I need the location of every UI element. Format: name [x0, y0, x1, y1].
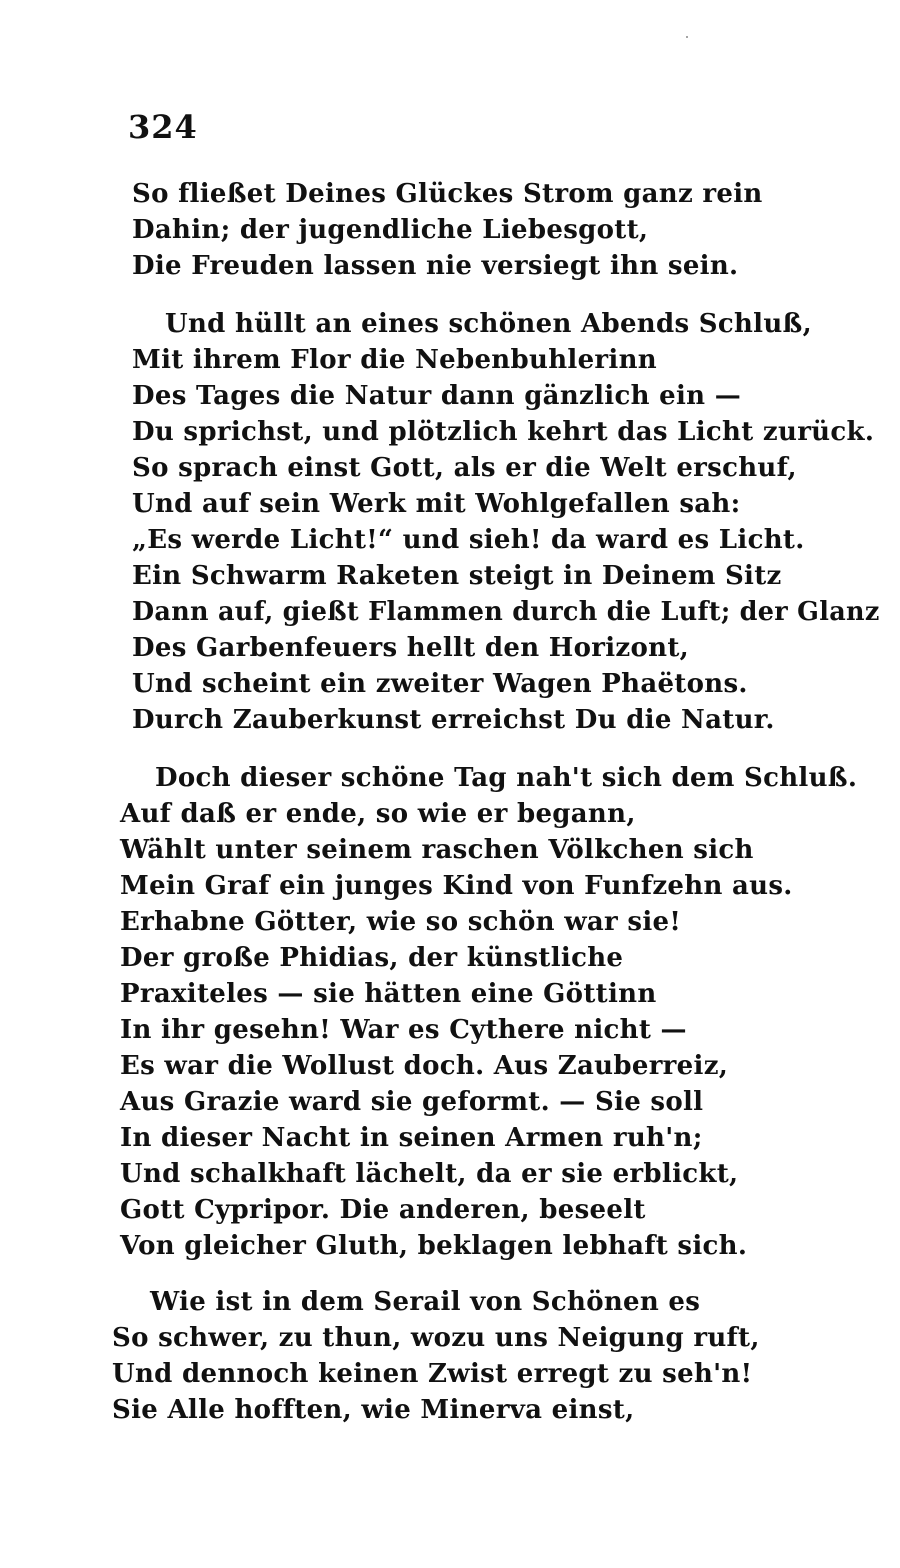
verse-line: Praxiteles — sie hätten eine Göttinn: [120, 979, 657, 1009]
verse-line: Des Tages die Natur dann gänzlich ein —: [132, 381, 742, 411]
verse-line: Der große Phidias, der künstliche: [120, 943, 624, 973]
verse-line: Es war die Wollust doch. Aus Zauberreiz,: [120, 1051, 729, 1081]
verse-line: Des Garbenfeuers hellt den Horizont,: [132, 633, 690, 663]
verse-line: Mein Graf ein junges Kind von Funfzehn aus.: [120, 871, 793, 901]
verse-line: In ihr gesehn! War es Cythere nicht —: [120, 1015, 687, 1045]
verse-line: Aus Grazie ward sie geformt. — Sie soll: [120, 1087, 704, 1117]
verse-line: Mit ihrem Flor die Nebenbuhlerinn: [132, 345, 657, 375]
verse-line: Und dennoch keinen Zwist erregt zu seh'n!: [112, 1359, 753, 1389]
verse-line: In dieser Nacht in seinen Armen ruh'n;: [120, 1123, 703, 1153]
verse-line: Dahin; der jugendliche Liebesgott,: [132, 215, 649, 245]
paper-speck: [686, 36, 688, 38]
verse-line: Erhabne Götter, wie so schön war sie!: [120, 907, 682, 937]
verse-line: Von gleicher Gluth, beklagen lebhaft sich.: [120, 1231, 748, 1261]
verse-line: Dann auf, gießt Flammen durch die Luft; der Glanz: [132, 597, 880, 627]
verse-line: Und schalkhaft lächelt, da er sie erblickt,: [120, 1159, 739, 1189]
verse-line: Und hüllt an eines schönen Abends Schluß,: [165, 309, 812, 339]
verse-line: Du sprichst, und plötzlich kehrt das Licht zurück.: [132, 417, 875, 447]
verse-line: So fließet Deines Glückes Strom ganz rein: [132, 179, 763, 209]
verse-line: So sprach einst Gott, als er die Welt erschuf,: [132, 453, 797, 483]
verse-line: „Es werde Licht!“ und sieh! da ward es Licht.: [132, 525, 805, 555]
verse-line: Die Freuden lassen nie versiegt ihn sein.: [132, 251, 739, 281]
page-number: 324: [128, 108, 198, 146]
verse-line: Sie Alle hofften, wie Minerva einst,: [112, 1395, 635, 1425]
verse-line: Wählt unter seinem raschen Völkchen sich: [120, 835, 754, 865]
verse-line: Und auf sein Werk mit Wohlgefallen sah:: [132, 489, 741, 519]
verse-line: Wie ist in dem Serail von Schönen es: [150, 1287, 701, 1317]
verse-line: Durch Zauberkunst erreichst Du die Natur.: [132, 705, 775, 735]
verse-line: Ein Schwarm Raketen steigt in Deinem Sitz: [132, 561, 782, 591]
verse-line: Und scheint ein zweiter Wagen Phaëtons.: [132, 669, 748, 699]
verse-line: Gott Cypripor. Die anderen, beseelt: [120, 1195, 646, 1225]
verse-line: Auf daß er ende, so wie er begann,: [120, 799, 636, 829]
verse-line: Doch dieser schöne Tag nah't sich dem Schluß.: [155, 763, 858, 793]
verse-line: So schwer, zu thun, wozu uns Neigung ruft,: [112, 1323, 760, 1353]
